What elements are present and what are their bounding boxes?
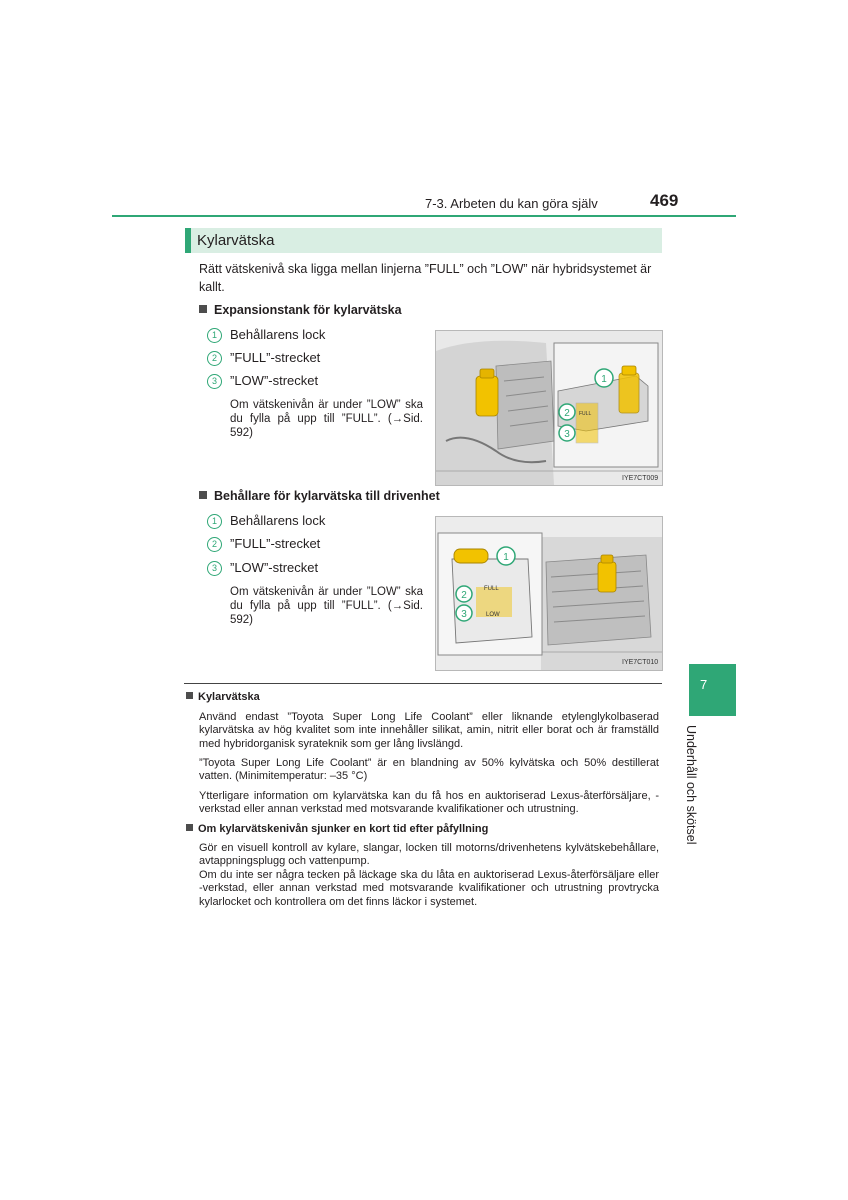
chapter-tab <box>689 664 736 716</box>
callout-number-icon: 3 <box>207 374 222 389</box>
note-text: Om vätskenivån är under ”LOW” ska du fylla på upp till ”FULL”. (→Sid. 592) <box>230 399 423 439</box>
subheading-drive-unit-tank <box>199 489 440 503</box>
svg-text:2: 2 <box>461 590 467 601</box>
heading-bar <box>185 228 662 253</box>
item-label: ”LOW”-strecket <box>230 373 319 388</box>
callout-number-icon: 1 <box>207 328 222 343</box>
callout-number-icon: 3 <box>207 561 222 576</box>
svg-text:2: 2 <box>564 408 570 419</box>
info-heading <box>186 691 260 703</box>
callout-number-icon: 1 <box>207 514 222 529</box>
info-paragraph: ”Toyota Super Long Life Coolant” är en blandning av 50% kylvätska och 50% destillerat vatten. (Minimitemperatur: –35 °C) <box>199 757 659 783</box>
subheading-expansion-tank <box>199 303 402 317</box>
figure-drive-unit-tank <box>435 516 663 671</box>
info-paragraph: Ytterligare information om kylarvätska kan du få hos en auktoriserad Lexus-återförsäljare, -verkstad eller annan verkstad med motsvarande kvalifikationer och utrustning. <box>199 790 659 816</box>
chapter-number: 7 <box>700 677 708 692</box>
engine-bay-illustration <box>436 331 662 485</box>
heading-title: Kylarvätska <box>197 232 275 249</box>
subheading-text: Expansionstank för kylarvätska <box>214 303 402 317</box>
page-number: 469 <box>650 191 679 210</box>
heading-accent <box>185 228 191 253</box>
callout-number-icon: 2 <box>207 537 222 552</box>
callout-number-icon: 2 <box>207 351 222 366</box>
header-rule <box>112 215 736 217</box>
bullet-square-icon <box>199 305 207 313</box>
tank-low-label: LOW <box>486 612 500 618</box>
subheading-text: Behållare för kylarvätska till drivenhet <box>214 489 440 503</box>
list-item <box>207 560 318 576</box>
item-label: Behållarens lock <box>230 513 326 528</box>
tank-full-label: FULL <box>484 586 499 592</box>
divider <box>184 683 662 684</box>
intro-text: Rätt vätskenivå ska ligga mellan linjerna ”FULL” och ”LOW” när hybridsystemet är kallt. <box>199 262 652 294</box>
section-title: 7-3. Arbeten du kan göra själv <box>425 196 598 211</box>
info-heading-text: Kylarvätska <box>198 691 260 703</box>
note-text: Om vätskenivån är under ”LOW” ska du fylla på upp till ”FULL”. (→Sid. 592) <box>230 586 423 626</box>
item-label: ”LOW”-strecket <box>230 560 319 575</box>
item-label: ”FULL”-strecket <box>230 536 321 551</box>
tank-full-label: FULL <box>579 411 592 417</box>
figure-code: IYE7CT010 <box>622 659 659 666</box>
list-item <box>207 373 318 389</box>
bullet-square-icon <box>186 692 193 699</box>
item-label: ”FULL”-strecket <box>230 350 321 365</box>
svg-text:1: 1 <box>601 374 607 385</box>
svg-text:3: 3 <box>564 429 570 440</box>
drive-unit-illustration <box>436 517 662 670</box>
list-item <box>207 327 325 343</box>
info-heading <box>186 823 488 835</box>
list-item <box>207 513 325 529</box>
bullet-square-icon <box>186 824 193 831</box>
item-label: Behållarens lock <box>230 327 326 342</box>
svg-text:1: 1 <box>503 552 509 563</box>
info-heading-text: Om kylarvätskenivån sjunker en kort tid efter påfyllning <box>198 823 489 835</box>
list-item <box>207 536 320 552</box>
info-paragraph: Om du inte ser några tecken på läckage ska du låta en auktoriserad Lexus-återförsäljare eller -verkstad, eller annan verkstad med motsvarande kvalifikationer och utrustning provtrycka kylarlocket och kontrollera om det finns läckor i systemet. <box>199 869 659 908</box>
chapter-title: Underhåll och skötsel <box>684 725 698 845</box>
list-item <box>207 350 320 366</box>
svg-text:3: 3 <box>461 609 467 620</box>
info-paragraph: Använd endast ”Toyota Super Long Life Coolant” eller liknande etylenglykolbaserad kylarvätska av hög kvalitet som inte innehåller silikat, amin, nitrit eller borat och är framställd med hybridorganisk syrateknik som ger lång livslängd. <box>199 711 659 750</box>
figure-code: IYE7CT009 <box>622 475 659 482</box>
bullet-square-icon <box>199 491 207 499</box>
info-paragraph: Gör en visuell kontroll av kylare, slangar, locken till motorns/drivenhetens kylvätskebehållare, avtappningsplugg och vattenpump. <box>199 842 659 868</box>
figure-expansion-tank <box>435 330 663 486</box>
